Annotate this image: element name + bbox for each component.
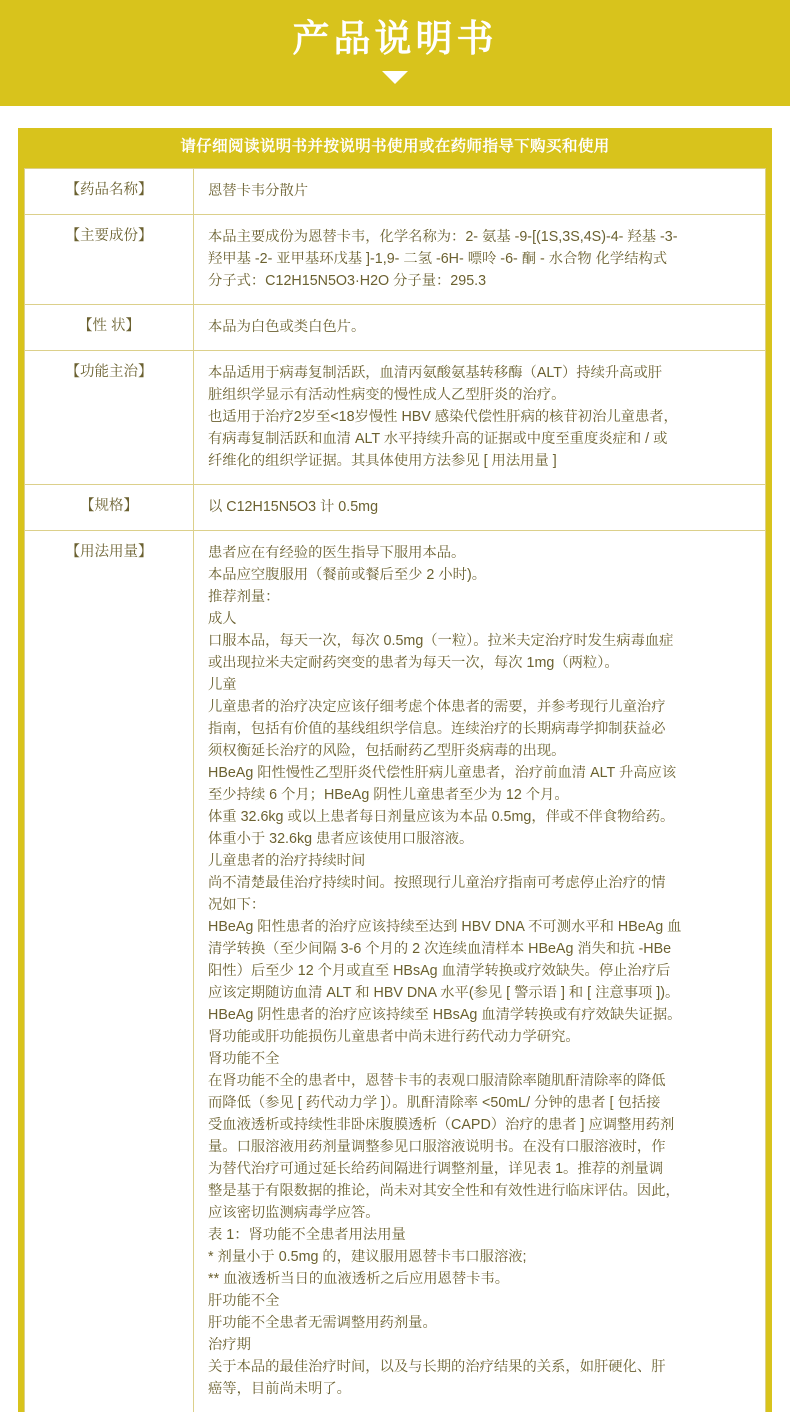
row-value	[194, 168, 766, 214]
banner-spacer	[0, 106, 790, 128]
table-row	[25, 168, 766, 214]
table-row	[25, 350, 766, 484]
row-value-line: 指南，包括有价值的基线组织学信息。连续治疗的长期病毒学抑制获益必	[208, 720, 666, 737]
row-value-line: 在肾功能不全的患者中，恩替卡韦的表观口服清除率随肌酐清除率的降低	[208, 1073, 666, 1090]
row-value-line: 癌等，目前尚未明了。	[208, 1381, 351, 1398]
row-value-line: 本品应空腹服用（餐前或餐后至少 2 小时)。	[208, 566, 486, 583]
row-label: 【规格】	[25, 484, 194, 530]
sheet-notice: 请仔细阅读说明书并按说明书使用或在药师指导下购买和使用	[24, 128, 766, 168]
row-label: 【药品名称】	[25, 168, 194, 214]
row-value-line: 整是基于有限数据的推论，尚未对其安全性和有效性进行临床评估。因此，	[208, 1183, 680, 1200]
row-value-line: 况如下：	[208, 897, 266, 914]
row-value-line: 有病毒复制活跃和血清 ALT 水平持续升高的证据或中度至重度炎症和 / 或	[208, 430, 668, 447]
row-value	[194, 214, 766, 304]
row-value-line: 儿童患者的治疗决定应该仔细考虑个体患者的需要，并参考现行儿童治疗	[208, 698, 666, 715]
product-instruction-sheet	[18, 128, 772, 1412]
row-value-line: 肝功能不全患者无需调整用药剂量。	[208, 1315, 437, 1332]
row-value-line: 患者应在有经验的医生指导下服用本品。	[208, 544, 466, 561]
row-label: 【主要成份】	[25, 214, 194, 304]
table-row	[25, 214, 766, 304]
row-value-line: 应该定期随访血清 ALT 和 HBV DNA 水平(参见 [ 警示语 ] 和 [ 注意事项 ])。	[208, 985, 680, 1002]
table-row	[25, 484, 766, 530]
row-value-line: HBeAg 阴性患者的治疗应该持续至 HBsAg 血清学转换或有疗效缺失证据。	[208, 1007, 682, 1024]
row-value-line: 尚不清楚最佳治疗持续时间。按照现行儿童治疗指南可考虑停止治疗的情	[208, 875, 666, 891]
row-value-line: 口服本品，每天一次，每次 0.5mg（一粒）。拉米夫定治疗时发生病毒血症	[208, 632, 674, 649]
row-value-line: 为替代治疗可通过延长给药间隔进行调整剂量，详见表 1。推荐的剂量调	[208, 1161, 664, 1178]
row-value-line: 本品为白色或类白色片。	[208, 318, 366, 335]
row-value	[194, 304, 766, 350]
row-value-line: 羟甲基 -2- 亚甲基环戊基 ]-1,9- 二氢 -6H- 嘌呤 -6- 酮 - 水合物 化学结构式	[208, 250, 668, 267]
row-label: 【功能主治】	[25, 350, 194, 484]
row-value-line: 至少持续 6 个月；HBeAg 阴性儿童患者至少为 12 个月。	[208, 786, 569, 803]
table-row	[25, 530, 766, 1412]
row-value-line: * 剂量小于 0.5mg 的，建议服用恩替卡韦口服溶液;	[208, 1249, 527, 1266]
row-value-line: 肾功能不全	[208, 1051, 280, 1068]
row-value-line: ** 血液透析当日的血液透析之后应用恩替卡韦。	[208, 1271, 510, 1288]
row-value-line: 阳性）后至少 12 个月或直至 HBsAg 血清学转换或疗效缺失。停止治疗后	[208, 963, 671, 980]
row-value-line: 脏组织学显示有活动性病变的慢性成人乙型肝炎的治疗。	[208, 386, 566, 403]
row-value-line: 本品主要成份为恩替卡韦，化学名称为：2- 氨基 -9-[(1S,3S,4S)-4- 羟基 -3-	[208, 228, 678, 245]
row-value-line: 推荐剂量：	[208, 588, 280, 605]
row-value-line: 肝功能不全	[208, 1293, 280, 1310]
row-value-line: 须权衡延长治疗的风险，包括耐药乙型肝炎病毒的出现。	[208, 742, 566, 759]
row-value-line: 纤维化的组织学证据。其具体使用方法参见 [ 用法用量 ]	[208, 452, 557, 469]
row-value-line: 成人	[208, 610, 237, 627]
row-value-line: HBeAg 阳性慢性乙型肝炎代偿性肝病儿童患者，治疗前血清 ALT 升高应该	[208, 764, 677, 781]
row-value-line: 表 1：肾功能不全患者用法用量	[208, 1227, 406, 1244]
page-banner	[0, 0, 790, 106]
row-value-line: 体重 32.6kg 或以上患者每日剂量应该为本品 0.5mg，伴或不伴食物给药。	[208, 808, 675, 825]
specification-table	[24, 168, 766, 1412]
row-value-line: 分子式：C12H15N5O3·H2O 分子量：295.3	[208, 272, 487, 289]
chevron-down-icon	[382, 71, 408, 84]
row-value-line: 关于本品的最佳治疗时间，以及与长期的治疗结果的关系，如肝硬化、肝	[208, 1359, 666, 1376]
row-value-line: 儿童患者的治疗持续时间	[208, 852, 366, 869]
row-value-line: 应该密切监测病毒学应答。	[208, 1205, 380, 1222]
row-value-line: 受血液透析或持续性非卧床腹膜透析（CAPD）治疗的患者 ] 应调整用药剂	[208, 1117, 675, 1134]
row-value-line: 体重小于 32.6kg 患者应该使用口服溶液。	[208, 830, 474, 847]
row-value-line: 本品适用于病毒复制活跃，血清丙氨酸氨基转移酶（ALT）持续升高或肝	[208, 364, 663, 381]
row-value-line: 治疗期	[208, 1337, 251, 1354]
row-value	[194, 484, 766, 530]
row-value-line: 以 C12H15N5O3 计 0.5mg	[208, 498, 379, 515]
row-value-line: 而降低（参见 [ 药代动力学 ]）。肌酐清除率 <50mL/ 分钟的患者 [ 包括接	[208, 1095, 661, 1112]
row-value	[194, 350, 766, 484]
row-value	[194, 530, 766, 1412]
page-title: 产品说明书	[292, 18, 498, 59]
row-label: 【性 状】	[25, 304, 194, 350]
row-value-line: 或出现拉米夫定耐药突变的患者为每天一次，每次 1mg（两粒）。	[208, 654, 619, 671]
row-label: 【用法用量】	[25, 530, 194, 1412]
row-value-line: 量。口服溶液用药剂量调整参见口服溶液说明书。在没有口服溶液时，作	[208, 1139, 666, 1156]
specification-table-body	[25, 168, 766, 1412]
row-value-line: 儿童	[208, 676, 237, 693]
row-value-line: 清学转换（至少间隔 3-6 个月的 2 次连续血清样本 HBeAg 消失和抗 -HBe	[208, 941, 672, 958]
table-row	[25, 304, 766, 350]
row-value-line: HBeAg 阳性患者的治疗应该持续至达到 HBV DNA 不可测水平和 HBeAg 血	[208, 919, 682, 936]
row-value-line: 恩替卡韦分散片	[208, 182, 309, 199]
row-value-line: 肾功能或肝功能损伤儿童患者中尚未进行药代动力学研究。	[208, 1029, 580, 1046]
row-value-line: 也适用于治疗2岁至<18岁慢性 HBV 感染代偿性肝病的核苷初治儿童患者，	[208, 408, 678, 425]
